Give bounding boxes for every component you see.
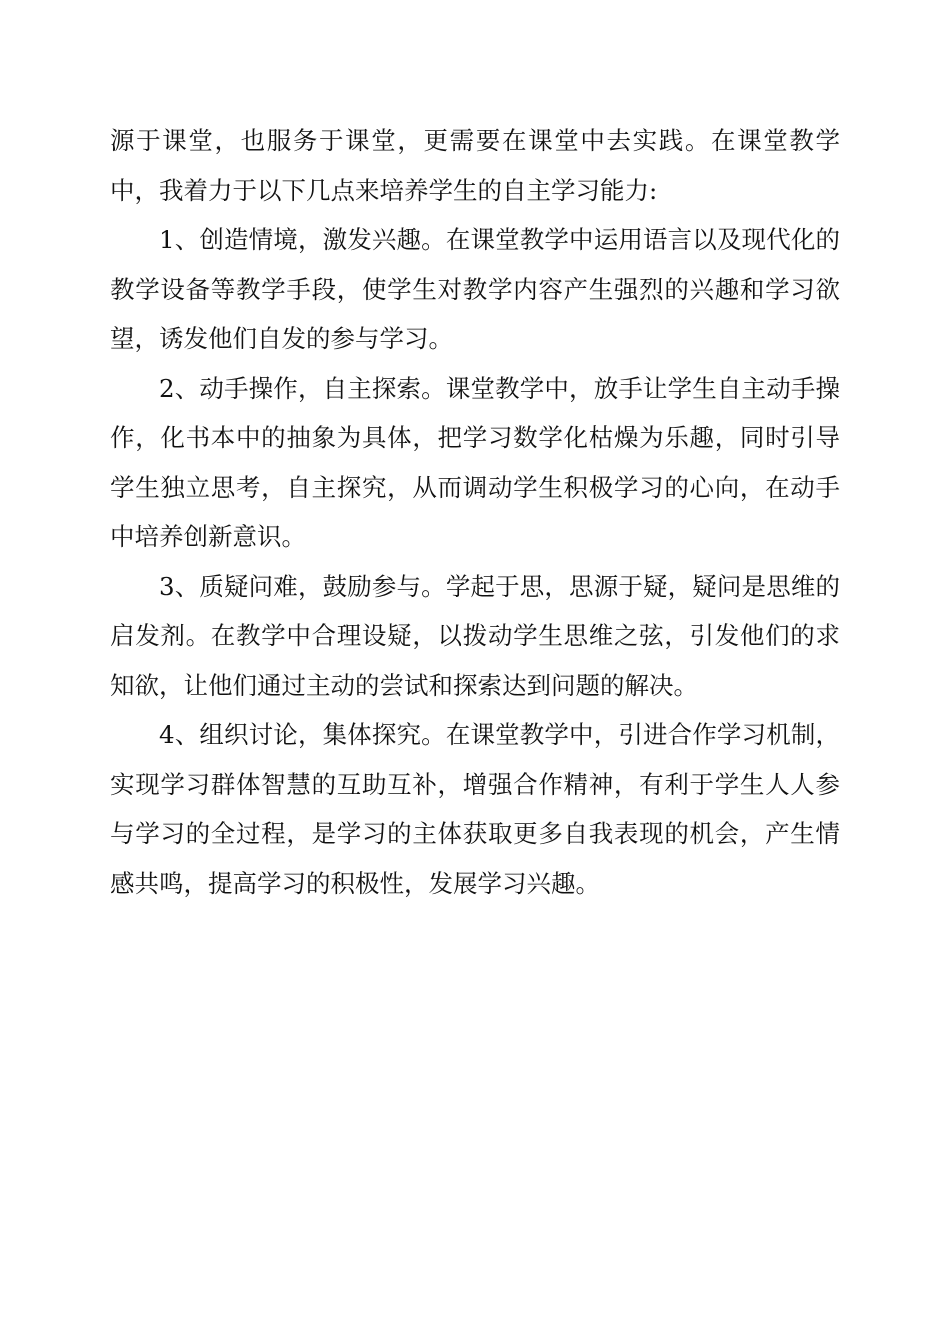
paragraph-point-4: 4、组织讨论，集体探究。在课堂教学中，引进合作学习机制，实现学习群体智慧的互助互补，增强合作精神，有利于学生人人参与学习的全过程，是学习的主体获取更多自我表现的机会，产生情感共鸣，提高学习的积极性，发展学习兴趣。 [110,720,840,898]
paragraph-intro: 源于课堂，也服务于课堂，更需要在课堂中去实践。在课堂教学中，我着力于以下几点来培养学生的自主学习能力: [110,126,840,205]
paragraph-point-1: 1、创造情境，激发兴趣。在课堂教学中运用语言以及现代化的教学设备等教学手段，使学生对教学内容产生强烈的兴趣和学习欲望，诱发他们自发的参与学习。 [110,225,840,353]
paragraph-point-3: 3、质疑问难，鼓励参与。学起于思，思源于疑，疑问是思维的启发剂。在教学中合理设疑，以拨动学生思维之弦，引发他们的求知欲，让他们通过主动的尝试和探索达到问题的解决。 [110,571,840,700]
paragraph-point-2: 2、动手操作，自主探索。课堂教学中，放手让学生自主动手操作，化书本中的抽象为具体，把学习数学化枯燥为乐趣，同时引导学生独立思考，自主探究，从而调动学生积极学习的心向，在动手中培养创新意识。 [110,373,840,551]
document-body [110,116,840,908]
